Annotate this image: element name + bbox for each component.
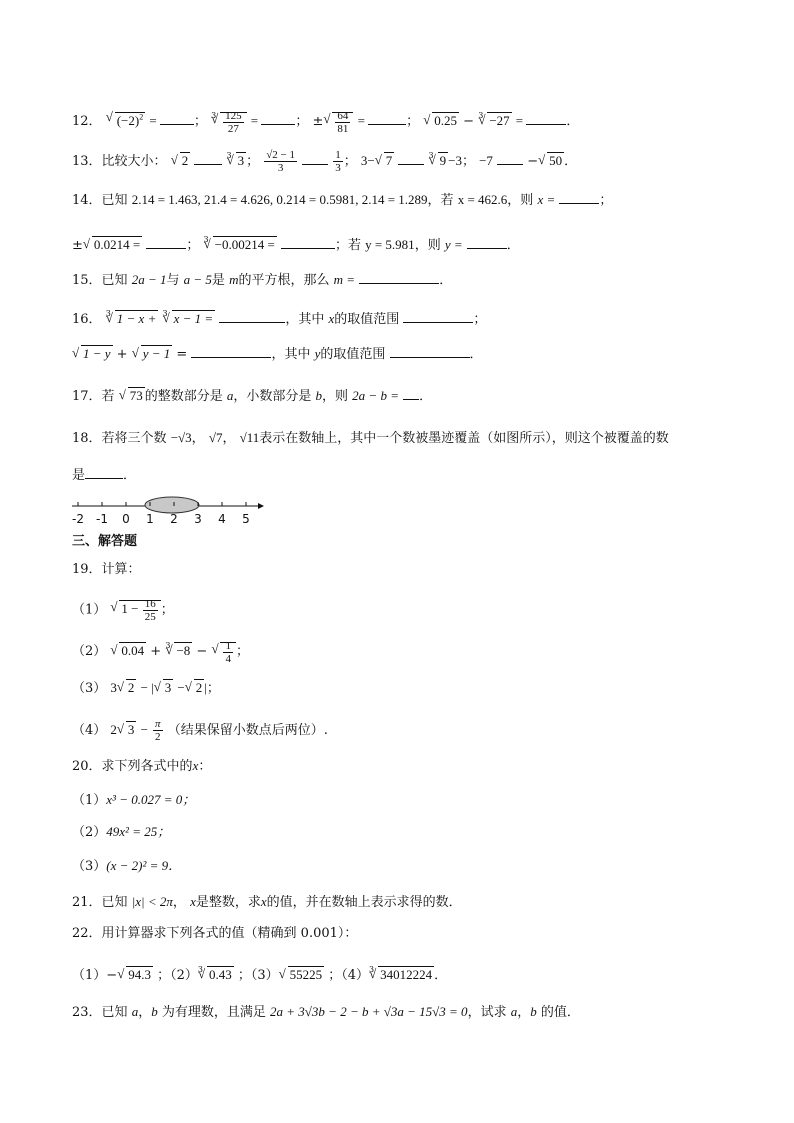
math-text: −√3 xyxy=(170,430,192,445)
answer-blank[interactable] xyxy=(398,152,424,165)
question-17: 17．若 √ 73 的整数部分是 a，小数部分是 b，则 2a − b = ． xyxy=(72,386,432,407)
tick-label: 5 xyxy=(242,512,250,526)
sqrt-expression: √ 0.25 xyxy=(423,111,459,131)
question-number: 18． xyxy=(72,431,102,446)
math-text: 2a + 3√3b − 2 − b + √3a − 15√3 = 0 xyxy=(270,1004,468,1019)
cbrt-expression: √ 3 xyxy=(227,151,247,171)
question-number: 21． xyxy=(72,895,102,910)
cbrt-expression: √ 1 − x + xyxy=(106,309,159,329)
answer-blank[interactable] xyxy=(403,387,419,400)
sqrt-expression: √ 50 xyxy=(538,151,564,171)
question-16-line-2: √ 1 − y + √ y − 1 = ，其中 y的取值范围 ． xyxy=(72,344,483,365)
sqrt-expression: √ 7 xyxy=(375,151,395,171)
question-14: 14．已知 2.14 = 1.463, 21.4 = 4.626, 0.214 = 0.5981, 2.14 = 1.289，若 x = 462.6，则 x = ； xyxy=(72,192,613,208)
math-text: b xyxy=(151,1004,158,1019)
arrow-icon xyxy=(258,503,264,509)
math-text: |x| < 2π xyxy=(131,894,173,909)
question-20-part-2 xyxy=(72,822,170,843)
part-label: （3） xyxy=(72,681,107,696)
cbrt-expression: √ −27 xyxy=(478,111,511,131)
math-text: x = 462.6 xyxy=(457,192,508,207)
sqrt-expression: √ 2 xyxy=(117,678,137,698)
math-text: b xyxy=(530,1004,537,1019)
part-label: ；（3） xyxy=(237,968,279,983)
math-text: a − 5 xyxy=(183,272,212,287)
question-text: 为有理数，且满足 xyxy=(161,1005,266,1020)
sqrt-expression: √ $(-2)^2$ xyxy=(106,108,146,131)
cbrt-expression: √ −8 xyxy=(165,641,192,661)
question-number: 19． xyxy=(72,562,102,577)
question-number: 14． xyxy=(72,193,102,208)
fraction: $\frac{1}{3}$ xyxy=(335,149,341,174)
sqrt-expression: √ 3 xyxy=(117,720,137,740)
question-text: ；若 xyxy=(334,238,361,253)
question-text: 的平方根，那么 xyxy=(238,273,330,288)
question-number: 23． xyxy=(72,1005,102,1020)
part-label: （1） xyxy=(72,968,107,983)
sqrt-expression: √ 3 xyxy=(154,678,174,698)
answer-blank[interactable] xyxy=(497,152,523,165)
question-text: 已知 xyxy=(101,1005,128,1020)
math-text: x xyxy=(328,311,335,326)
fraction: $\frac{√2 - 1}{3}$ xyxy=(266,149,295,174)
math-text: (x − 2)² = 9． xyxy=(106,858,182,873)
cbrt-expression: √ 34012224 xyxy=(369,965,434,985)
question-text: 与 xyxy=(166,273,180,288)
answer-blank[interactable] xyxy=(194,152,222,165)
ink-blot xyxy=(145,497,199,513)
question-text: 的取值范围 xyxy=(320,347,386,362)
question-text: 若将三个数 xyxy=(101,431,167,446)
math-text: x xyxy=(192,758,199,773)
given-values: 2.14 = 1.463, 21.4 = 4.626, 0.214 = 0.5981, 2.14 = 1.289 xyxy=(131,192,428,207)
math-text: y xyxy=(314,346,321,361)
answer-blank[interactable] xyxy=(85,466,123,479)
sqrt-expression: √ 2 xyxy=(171,151,191,171)
tick-label: 4 xyxy=(218,512,226,526)
question-19-part-1: （1） √ 1 − $\frac{16}{25}$ ； xyxy=(72,598,174,623)
question-text: 比较大小： xyxy=(101,154,167,169)
answer-blank[interactable] xyxy=(559,191,599,204)
question-20: 20．求下列各式中的x： xyxy=(72,758,212,774)
math-text: √11 xyxy=(239,430,260,445)
part-label: （4） xyxy=(72,723,107,738)
question-text: 是 xyxy=(72,468,86,483)
math-text: a xyxy=(226,388,234,403)
math-text: 3− xyxy=(360,153,375,168)
question-19-part-3 xyxy=(72,678,220,699)
question-20-part-3 xyxy=(72,856,181,877)
sqrt-expression: √ 0.0214 = xyxy=(83,235,142,255)
question-text: ， xyxy=(172,895,186,910)
cbrt-expression: √ 9 xyxy=(429,151,449,171)
math-text: √7 xyxy=(208,430,223,445)
math-text: − xyxy=(177,680,185,695)
question-13: 13．比较大小： √ 2 $^3$√ 3 ； $\frac{√2 - 1}{3}$ $\frac{1}{3}$ ； 3−√ 7 $^3$√ 9 −3； −7 −√ 50 ． xyxy=(72,146,577,174)
part-label: ；（4） xyxy=(328,968,370,983)
question-16: 16． $^3$√ 1 − x + $^3$√ x − 1 = ，其中 x的取值范围 ； xyxy=(72,304,486,330)
question-text: ，小数部分是 xyxy=(233,389,312,404)
tick-label: 3 xyxy=(194,512,202,526)
question-12: 12． √ $(-2)^2$ = ； $^3$ √ $\frac{125}{27}$ = ； ± √ $\frac{64}{81}$ = ； √ 0.25 − $^3$√ −27 = ． xyxy=(72,106,579,135)
math-text: 49x² = 25； xyxy=(106,824,171,839)
math-text: −7 xyxy=(479,153,493,168)
math-text: x xyxy=(260,894,267,909)
answer-blank[interactable] xyxy=(219,310,285,323)
cbrt-expression: √ x − 1 = xyxy=(163,309,216,329)
question-number: 20． xyxy=(72,759,102,774)
question-19 xyxy=(72,560,141,580)
fraction: $\frac{\pi}{2}$ xyxy=(155,718,161,743)
question-21 xyxy=(72,892,462,913)
answer-blank[interactable] xyxy=(191,345,271,358)
math-text: m = xyxy=(333,272,356,287)
cbrt-expression: √ −0.00214 = xyxy=(204,235,277,255)
question-18-line-2: 是 ． xyxy=(72,468,137,483)
question-22 xyxy=(72,924,357,944)
sqrt-expression: √ $\frac{64}{81}$ xyxy=(323,110,353,135)
math-text: |； xyxy=(204,680,220,695)
answer-blank[interactable] xyxy=(359,271,439,284)
math-text: y = 5.981 xyxy=(365,237,415,252)
sqrt-expression: √ 0.04 xyxy=(110,641,146,661)
question-text: 用计算器求下列各式的值（精确到 0.001）： xyxy=(101,926,358,941)
part-label: （2） xyxy=(72,644,107,659)
question-text: 的值． xyxy=(540,1005,580,1020)
math-text: x = xyxy=(537,192,556,207)
math-text: a xyxy=(510,1004,518,1019)
question-number: 12． xyxy=(72,114,102,129)
question-number: 16． xyxy=(72,312,102,327)
part-label: （3） xyxy=(72,859,107,874)
question-number: 17． xyxy=(72,389,102,404)
question-text: ，试求 xyxy=(467,1005,507,1020)
number-line xyxy=(68,494,268,528)
question-number: 13． xyxy=(72,154,102,169)
cbrt-expression: √ $\frac{125}{27}$ xyxy=(211,110,247,135)
math-text: 3 xyxy=(110,680,117,695)
answer-blank[interactable] xyxy=(281,236,335,249)
part-label: （2） xyxy=(72,825,107,840)
question-text: 的整数部分是 xyxy=(144,389,223,404)
math-text: 2a − 1 xyxy=(131,272,167,287)
question-text: （结果保留小数点后两位）. xyxy=(167,723,328,738)
answer-blank[interactable] xyxy=(526,112,566,125)
question-text: 若 xyxy=(101,389,115,404)
question-number: 15． xyxy=(72,273,102,288)
sqrt-expression: √ 94.3 xyxy=(117,965,153,985)
math-text: − | xyxy=(140,680,154,695)
question-text: 的值，并在数轴上表示求得的数． xyxy=(266,895,462,910)
sqrt-expression: √ 2 xyxy=(185,678,205,698)
question-text: 已知 xyxy=(101,273,128,288)
math-text: 2a − b = xyxy=(352,388,399,403)
answer-blank[interactable] xyxy=(368,112,406,125)
tick-label: -1 xyxy=(96,512,108,526)
cbrt-expression: √ 0.43 xyxy=(198,965,234,985)
sqrt-expression: √ 55225 xyxy=(279,965,325,985)
part-label: （1） xyxy=(72,793,107,808)
question-text: ，其中 xyxy=(285,312,325,327)
math-text: x³ − 0.027 = 0； xyxy=(106,792,196,807)
tick-label: 1 xyxy=(146,512,154,526)
question-text: ，其中 xyxy=(271,347,311,362)
question-number: 22． xyxy=(72,926,102,941)
sqrt-expression: √ 73 xyxy=(119,386,145,406)
section-heading: 三、解答题 xyxy=(72,534,138,549)
question-text: 已知 xyxy=(101,895,128,910)
part-label: ；（2） xyxy=(157,968,198,983)
math-text: a xyxy=(131,1004,139,1019)
question-20-part-1 xyxy=(72,790,195,811)
question-19-part-2: （2） √ 0.04 + $^3$√ −8 − √ $\frac{1}{4}$ ； xyxy=(72,636,249,665)
question-19-part-4 xyxy=(72,718,328,743)
question-text: ，则 xyxy=(322,389,349,404)
math-text: y = xyxy=(444,237,463,252)
math-text: − xyxy=(140,722,148,737)
question-18: 18．若将三个数 −√3， √7， √11表示在数轴上，其中一个数被墨迹覆盖（如图所示），则这个被覆盖的数 xyxy=(72,430,669,446)
part-label: （1） xyxy=(72,602,107,618)
question-15: 15．已知 2a − 1与 a − 5是 m的平方根，那么 m = ． xyxy=(72,272,453,288)
question-text: ， xyxy=(138,1005,152,1020)
question-text: 计算： xyxy=(101,562,141,577)
sqrt-expression: √ 1 − y xyxy=(72,344,113,364)
math-text: m xyxy=(229,272,239,287)
question-text: 已知 xyxy=(101,193,128,208)
question-text: ，若 xyxy=(427,193,454,208)
answer-blank[interactable] xyxy=(146,236,186,249)
question-14-line-2: ±√ 0.0214 = ； $^3$√ −0.00214 = ；若 y = 5.981，则 y = ． xyxy=(72,230,520,256)
answer-blank[interactable] xyxy=(467,236,507,249)
question-22-parts: （1）−√ 94.3 ；$(2)^3√$ 0.43 ；（3）√ 55225 ；$(4)^3√$ 34012224 ． xyxy=(72,960,447,986)
question-text: ，则 xyxy=(507,193,534,208)
tick-label: 0 xyxy=(122,512,130,526)
math-text: 2 xyxy=(110,722,117,737)
math-text: x xyxy=(190,894,196,909)
answer-blank[interactable] xyxy=(403,310,473,323)
tick-label: 2 xyxy=(170,512,178,526)
tick-label: -2 xyxy=(72,512,84,526)
math-text: b xyxy=(315,388,323,403)
question-23 xyxy=(72,1002,580,1023)
answer-blank[interactable] xyxy=(390,345,470,358)
question-text: 求下列各式中的 xyxy=(101,759,193,774)
sqrt-expression: √ y − 1 xyxy=(132,344,173,364)
answer-blank[interactable] xyxy=(160,112,194,125)
question-text: 是整数，求 xyxy=(195,895,261,910)
question-text: ， xyxy=(517,1005,531,1020)
question-text: 是 xyxy=(211,273,225,288)
sqrt-expression: √ $\frac{1}{4}$ xyxy=(211,640,236,665)
answer-blank[interactable] xyxy=(261,112,295,125)
answer-blank[interactable] xyxy=(302,152,328,165)
question-text: 的取值范围 xyxy=(334,312,400,327)
math-text: −3 xyxy=(448,153,462,168)
question-text: 表示在数轴上，其中一个数被墨迹覆盖（如图所示），则这个被覆盖的数 xyxy=(259,431,669,446)
question-text: ，则 xyxy=(414,238,441,253)
sqrt-expression: √ 1 − $\frac{16}{25}$ xyxy=(110,598,160,623)
